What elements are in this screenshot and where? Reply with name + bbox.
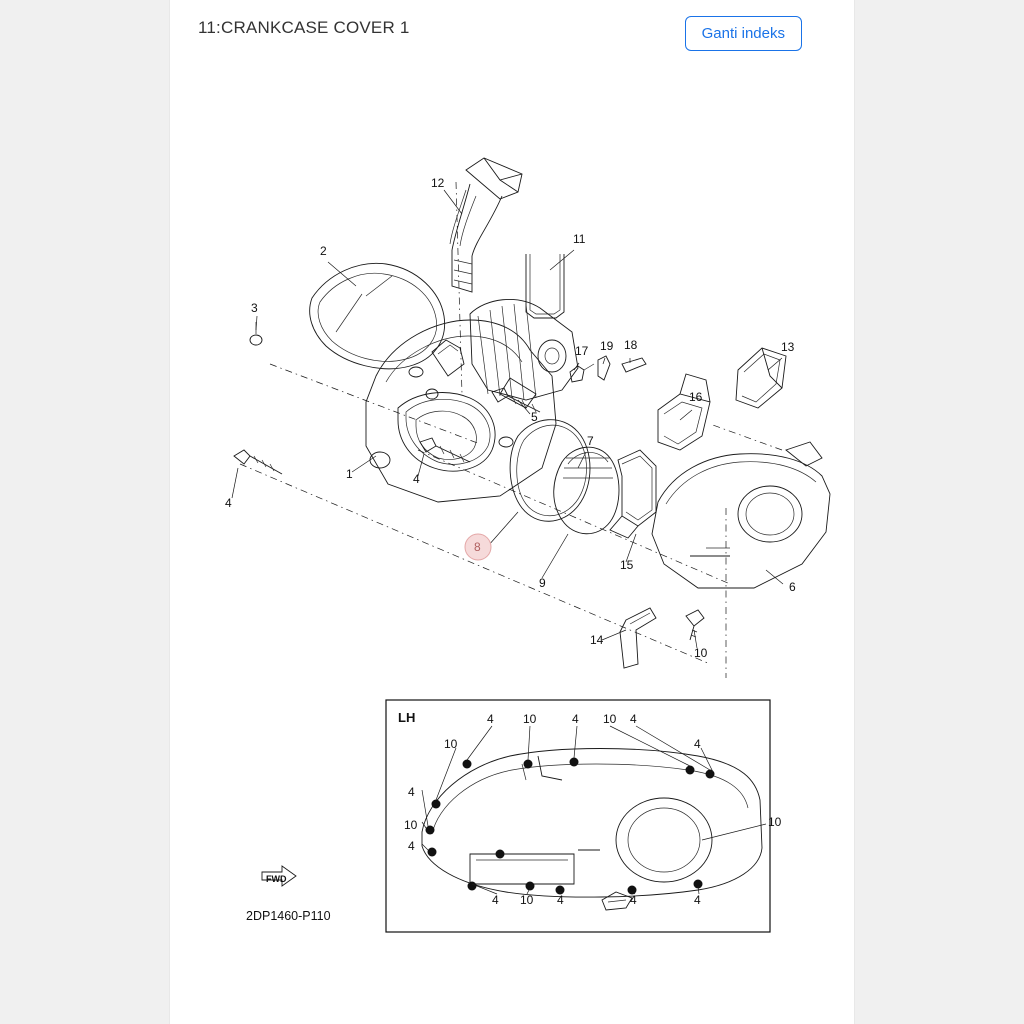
callout-18: 18 [624, 338, 638, 352]
callout-8-label: 8 [474, 540, 481, 554]
callout-19: 19 [600, 339, 614, 353]
inset-callout-10-b: 10 [603, 712, 617, 726]
inset-dot-9 [468, 882, 477, 891]
part-19-screw [598, 356, 610, 380]
inset-callout-4-a: 4 [487, 712, 494, 726]
callout-6: 6 [789, 580, 796, 594]
part-15-duct [610, 450, 656, 538]
inset-dot-5 [432, 800, 441, 809]
callout-1: 1 [346, 467, 353, 481]
part-code: 2DP1460-P110 [246, 909, 331, 923]
fwd-label: FWD [266, 874, 287, 884]
inset-callout-10-e: 10 [768, 815, 782, 829]
inset-dot-6 [426, 826, 435, 835]
part-4-bolt-center [420, 438, 470, 462]
inset-dot-2 [524, 760, 533, 769]
parts-diagram [170, 64, 854, 964]
part-2-gasket [310, 263, 445, 368]
fwd-arrow [262, 866, 296, 886]
part-8-oring [510, 420, 590, 522]
inset-callout-4-e: 4 [408, 785, 415, 799]
inset-dot-3 [570, 758, 579, 767]
inset-callout-4-i: 4 [630, 893, 637, 907]
callout-4-left: 4 [225, 496, 232, 510]
callout-4-center: 4 [413, 472, 420, 486]
callout-11: 11 [573, 232, 586, 246]
diagram-sheet [170, 0, 854, 1024]
callout-9: 9 [539, 576, 546, 590]
construction-line-6 [710, 424, 782, 450]
inset-callout-10-c: 10 [444, 737, 458, 751]
inset-callout-4-c: 4 [630, 712, 637, 726]
inset-callout-10-d: 10 [404, 818, 418, 832]
inset-callout-10-f: 10 [520, 893, 534, 907]
inset-callout-4-f: 4 [408, 839, 415, 853]
part-12-breather-hose [450, 158, 522, 292]
part-5-assembly [470, 299, 578, 408]
inset-callout-4-d: 4 [694, 737, 701, 751]
inset-lh-view [386, 700, 782, 932]
callout-7: 7 [587, 434, 594, 448]
inset-callout-4-h: 4 [557, 893, 564, 907]
callout-3: 3 [251, 301, 258, 315]
part-13-shroud [736, 348, 786, 408]
inset-dot-10 [526, 882, 535, 891]
inset-dot-4 [686, 766, 695, 775]
page-title: 11:CRANKCASE COVER 1 [198, 18, 410, 37]
callout-10: 10 [694, 646, 708, 660]
part-17-bolt [570, 363, 594, 382]
callout-12: 12 [431, 176, 445, 190]
part-11-clamp [526, 254, 564, 318]
inset-dot-8 [496, 850, 505, 859]
inset-label: LH [398, 710, 416, 725]
callout-13: 13 [781, 340, 795, 354]
callout-17: 17 [575, 344, 589, 358]
inset-callout-10-a: 10 [523, 712, 537, 726]
part-16-duct [658, 374, 710, 450]
inset-callout-4-j: 4 [694, 893, 701, 907]
change-index-button[interactable]: Ganti indeks [685, 16, 802, 51]
part-14-bracket [620, 608, 656, 668]
header-bar [170, 0, 854, 64]
inset-dot-14 [706, 770, 715, 779]
callout-8-highlighted[interactable] [465, 534, 491, 560]
callout-2: 2 [320, 244, 327, 258]
inset-dot-7 [428, 848, 437, 857]
callout-14: 14 [590, 633, 604, 647]
inset-dot-1 [463, 760, 472, 769]
part-18-bolt [622, 358, 646, 372]
leader-lines [232, 190, 783, 648]
part-4-bolt-left [234, 450, 282, 474]
part-6-cover-outer [652, 442, 830, 588]
callout-15: 15 [620, 558, 634, 572]
callout-16: 16 [689, 390, 703, 404]
construction-line-2 [418, 450, 730, 584]
inset-callout-4-b: 4 [572, 712, 579, 726]
inset-callout-4-g: 4 [492, 893, 499, 907]
construction-line-1 [240, 464, 710, 664]
callout-numbers-main [225, 176, 796, 660]
callout-5: 5 [531, 410, 538, 424]
